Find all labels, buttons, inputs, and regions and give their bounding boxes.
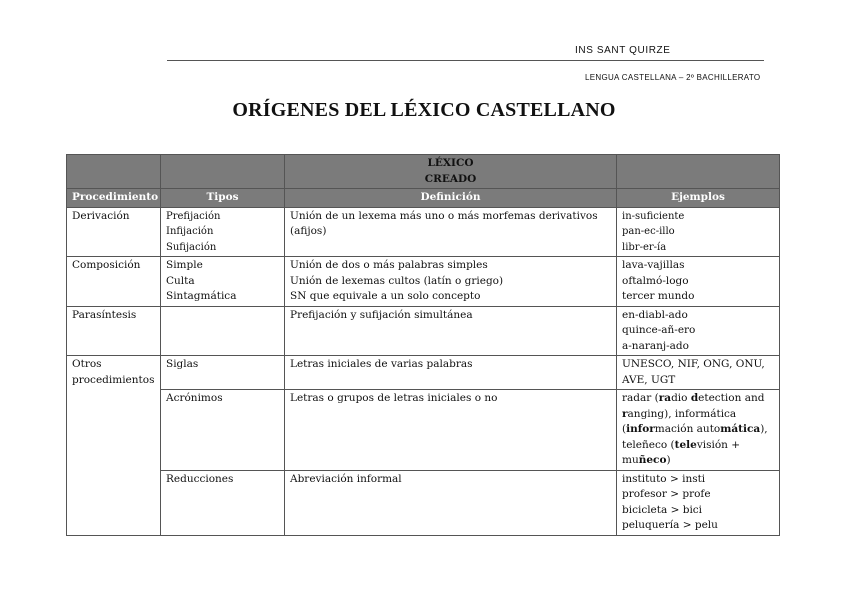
column-header-row — [67, 189, 780, 208]
examples-cell — [617, 257, 780, 307]
examples-cell — [617, 390, 780, 471]
type-item: Sufijación — [166, 241, 217, 253]
examples-cell — [617, 470, 780, 535]
definition-cell: Letras o grupos de letras iniciales o no — [285, 390, 617, 471]
example-item: lava-vajillas — [622, 259, 685, 271]
example-text: etection — [698, 392, 745, 404]
definition-cell: Prefijación y sufijación simultánea — [285, 306, 617, 356]
type-item: Infijación — [166, 226, 214, 237]
lexicon-table — [66, 154, 780, 536]
example-text: ) — [666, 454, 671, 466]
procedure-cell: Otros procedimientos — [67, 356, 161, 536]
type-item: Prefijación — [166, 210, 221, 222]
definition-cell: Abreviación informal — [285, 470, 617, 535]
type-cell: Siglas — [161, 356, 285, 390]
school-name: INS SANT QUIRZE — [575, 45, 671, 56]
empty-header-cell — [67, 155, 161, 189]
type-cell: Reducciones — [161, 470, 285, 535]
example-text: and — [744, 392, 765, 404]
type-item: Culta — [166, 274, 195, 287]
group-header-line: CREADO — [424, 172, 477, 185]
example-text: radar ( — [622, 392, 659, 404]
column-header-tipos: Tipos — [161, 189, 285, 208]
examples-cell — [617, 306, 780, 356]
subject-label: LENGUA CASTELLANA – 2º BACHILLERATO — [585, 73, 761, 82]
example-item: quince-añ-ero — [622, 324, 696, 336]
example-item: en-diabl-ado — [622, 308, 688, 321]
example-item: peluquería > pelu — [622, 519, 718, 531]
example-item: pan-ec-illo — [622, 226, 675, 237]
page-title: ORÍGENES DEL LÉXICO CASTELLANO — [232, 99, 616, 121]
type-item: Simple — [166, 259, 203, 271]
group-header-cell — [285, 155, 617, 189]
example-item: tercer mundo — [622, 290, 695, 302]
table-row-reducciones — [67, 470, 780, 535]
example-item: oftalmó-logo — [622, 274, 689, 287]
example-bold: mática — [720, 423, 761, 435]
type-item: Sintagmática — [166, 290, 237, 302]
procedure-cell: Parasíntesis — [67, 306, 161, 356]
definition-cell: Letras iniciales de varias palabras — [285, 356, 617, 390]
procedure-cell: Derivación — [67, 207, 161, 257]
example-item: a-naranj-ado — [622, 339, 689, 352]
table-row-acronimos — [67, 390, 780, 471]
example-item: profesor > profe — [622, 488, 711, 500]
example-item: bicicleta > bici — [622, 503, 703, 516]
example-bold: ñeco — [638, 454, 667, 466]
example-text: dio — [671, 392, 691, 404]
table-row-composicion — [67, 257, 780, 307]
definition-cell — [285, 257, 617, 307]
column-header-procedimiento: Procedimiento — [67, 189, 161, 208]
example-text: mación auto — [654, 423, 721, 435]
column-header-ejemplos: Ejemplos — [617, 189, 780, 208]
type-cell: Acrónimos — [161, 390, 285, 471]
examples-cell: UNESCO, NIF, ONG, ONU, AVE, UGT — [617, 356, 780, 390]
group-header-row — [67, 155, 780, 189]
table-row-parasintesis — [67, 306, 780, 356]
table-row-derivacion — [67, 207, 780, 257]
definition-item: SN que equivale a un solo concepto — [290, 290, 481, 302]
example-item: in-suficiente — [622, 210, 685, 222]
example-text: teleñeco ( — [622, 438, 675, 451]
column-header-definicion: Definición — [285, 189, 617, 208]
group-header-line: LÉXICO — [427, 157, 474, 169]
types-cell — [161, 306, 285, 356]
examples-cell — [617, 207, 780, 257]
example-bold: ra — [658, 392, 672, 404]
types-cell — [161, 207, 285, 257]
example-text: visión + mu — [622, 438, 741, 466]
table-row-siglas — [67, 356, 780, 390]
example-bold: infor — [626, 423, 655, 435]
example-bold: tele — [674, 438, 697, 451]
example-item: instituto > insti — [622, 472, 706, 485]
definition-item: Unión de lexemas cultos (latín o griego) — [290, 274, 504, 287]
example-text: anging), — [627, 407, 675, 420]
procedure-cell: Composición — [67, 257, 161, 307]
types-cell — [161, 257, 285, 307]
definition-cell: Unión de un lexema más uno o más morfemas derivativos (afijos) — [285, 207, 617, 257]
example-text: ), — [760, 423, 768, 435]
example-bold: r — [622, 407, 628, 420]
definition-item: Unión de dos o más palabras simples — [290, 259, 488, 271]
example-text: informática ( — [622, 407, 737, 435]
example-bold: d — [690, 392, 699, 404]
header-rule — [167, 60, 764, 61]
example-item: libr-er-ía — [622, 241, 667, 253]
empty-header-cell — [161, 155, 285, 189]
empty-header-cell — [617, 155, 780, 189]
